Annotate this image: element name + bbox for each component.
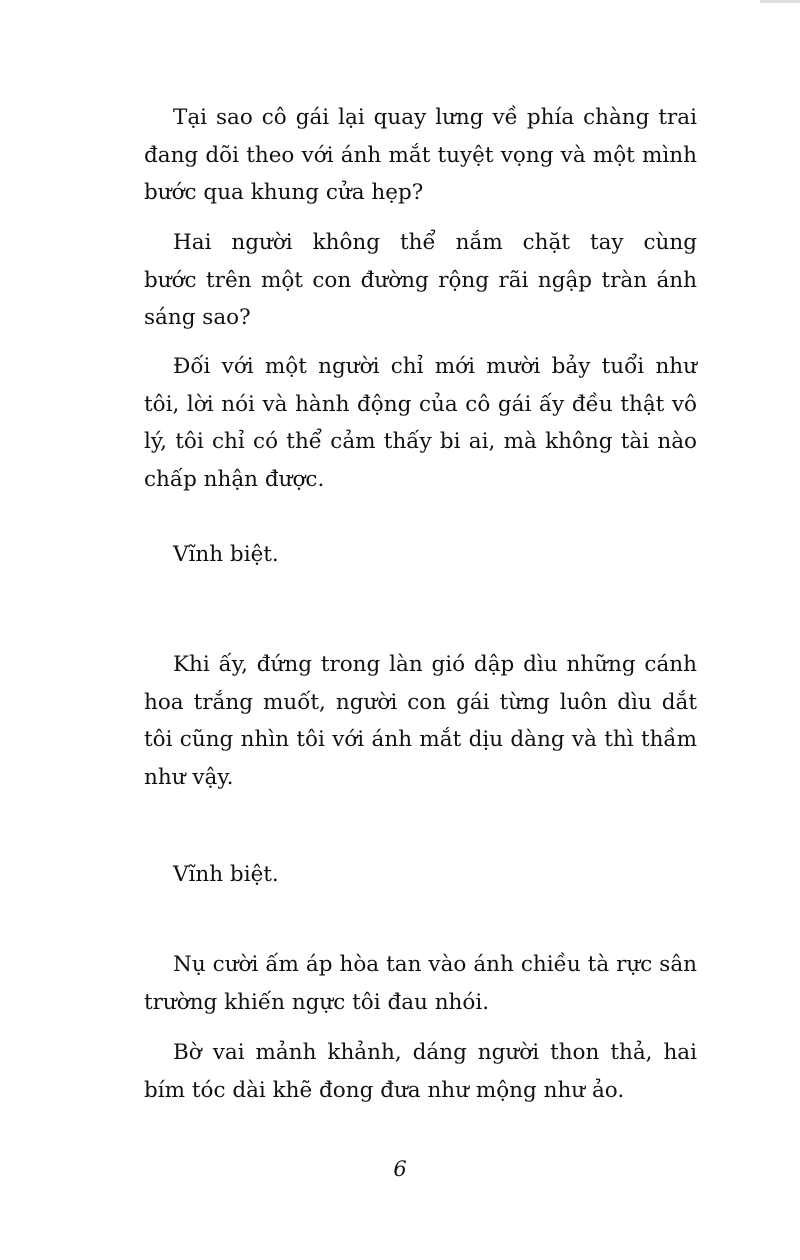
text-line: Đối với một người chỉ mới mười bảy tuổi như	[173, 354, 697, 379]
text-line: như vậy.	[144, 764, 234, 790]
text-line: bước trên một con đường rộng rãi ngập tràn ánh	[144, 267, 697, 293]
text-line: Hai người không thể nắm chặt tay cùng	[173, 230, 697, 255]
text-line: bím tóc dài khẽ đong đưa như mộng như ảo.	[144, 1077, 625, 1103]
text-line: đang dõi theo với ánh mắt tuyệt vọng và một mình	[144, 142, 697, 168]
text-line: sáng sao?	[144, 305, 251, 330]
text-line: trường khiến ngực tôi đau nhói.	[144, 989, 490, 1015]
text-line: Vĩnh biệt.	[173, 542, 279, 567]
text-line: bước qua khung cửa hẹp?	[144, 180, 424, 205]
text-line: lý, tôi chỉ có thể cảm thấy bi ai, mà không tài nào	[144, 429, 697, 454]
page-number: 6	[393, 1157, 407, 1181]
text-line: Vĩnh biệt.	[173, 862, 279, 887]
text-line: hoa trắng muốt, người con gái từng luôn dìu dắt	[144, 689, 697, 715]
scan-edge-mark	[760, 0, 800, 3]
text-line: Khi ấy, đứng trong làn gió dập dìu những cánh	[173, 652, 697, 677]
text-line: Nụ cười ấm áp hòa tan vào ánh chiều tà rực sân	[173, 952, 697, 977]
text-line: chấp nhận được.	[144, 466, 325, 492]
text-line: tôi, lời nói và hành động của cô gái ấy đều thật vô	[144, 391, 697, 417]
text-line: tôi cũng nhìn tôi với ánh mắt dịu dàng và thì thầm	[144, 727, 697, 752]
text-line: Bờ vai mảnh khảnh, dáng người thon thả, hai	[173, 1040, 697, 1065]
text-line: Tại sao cô gái lại quay lưng về phía chàng trai	[173, 105, 697, 130]
